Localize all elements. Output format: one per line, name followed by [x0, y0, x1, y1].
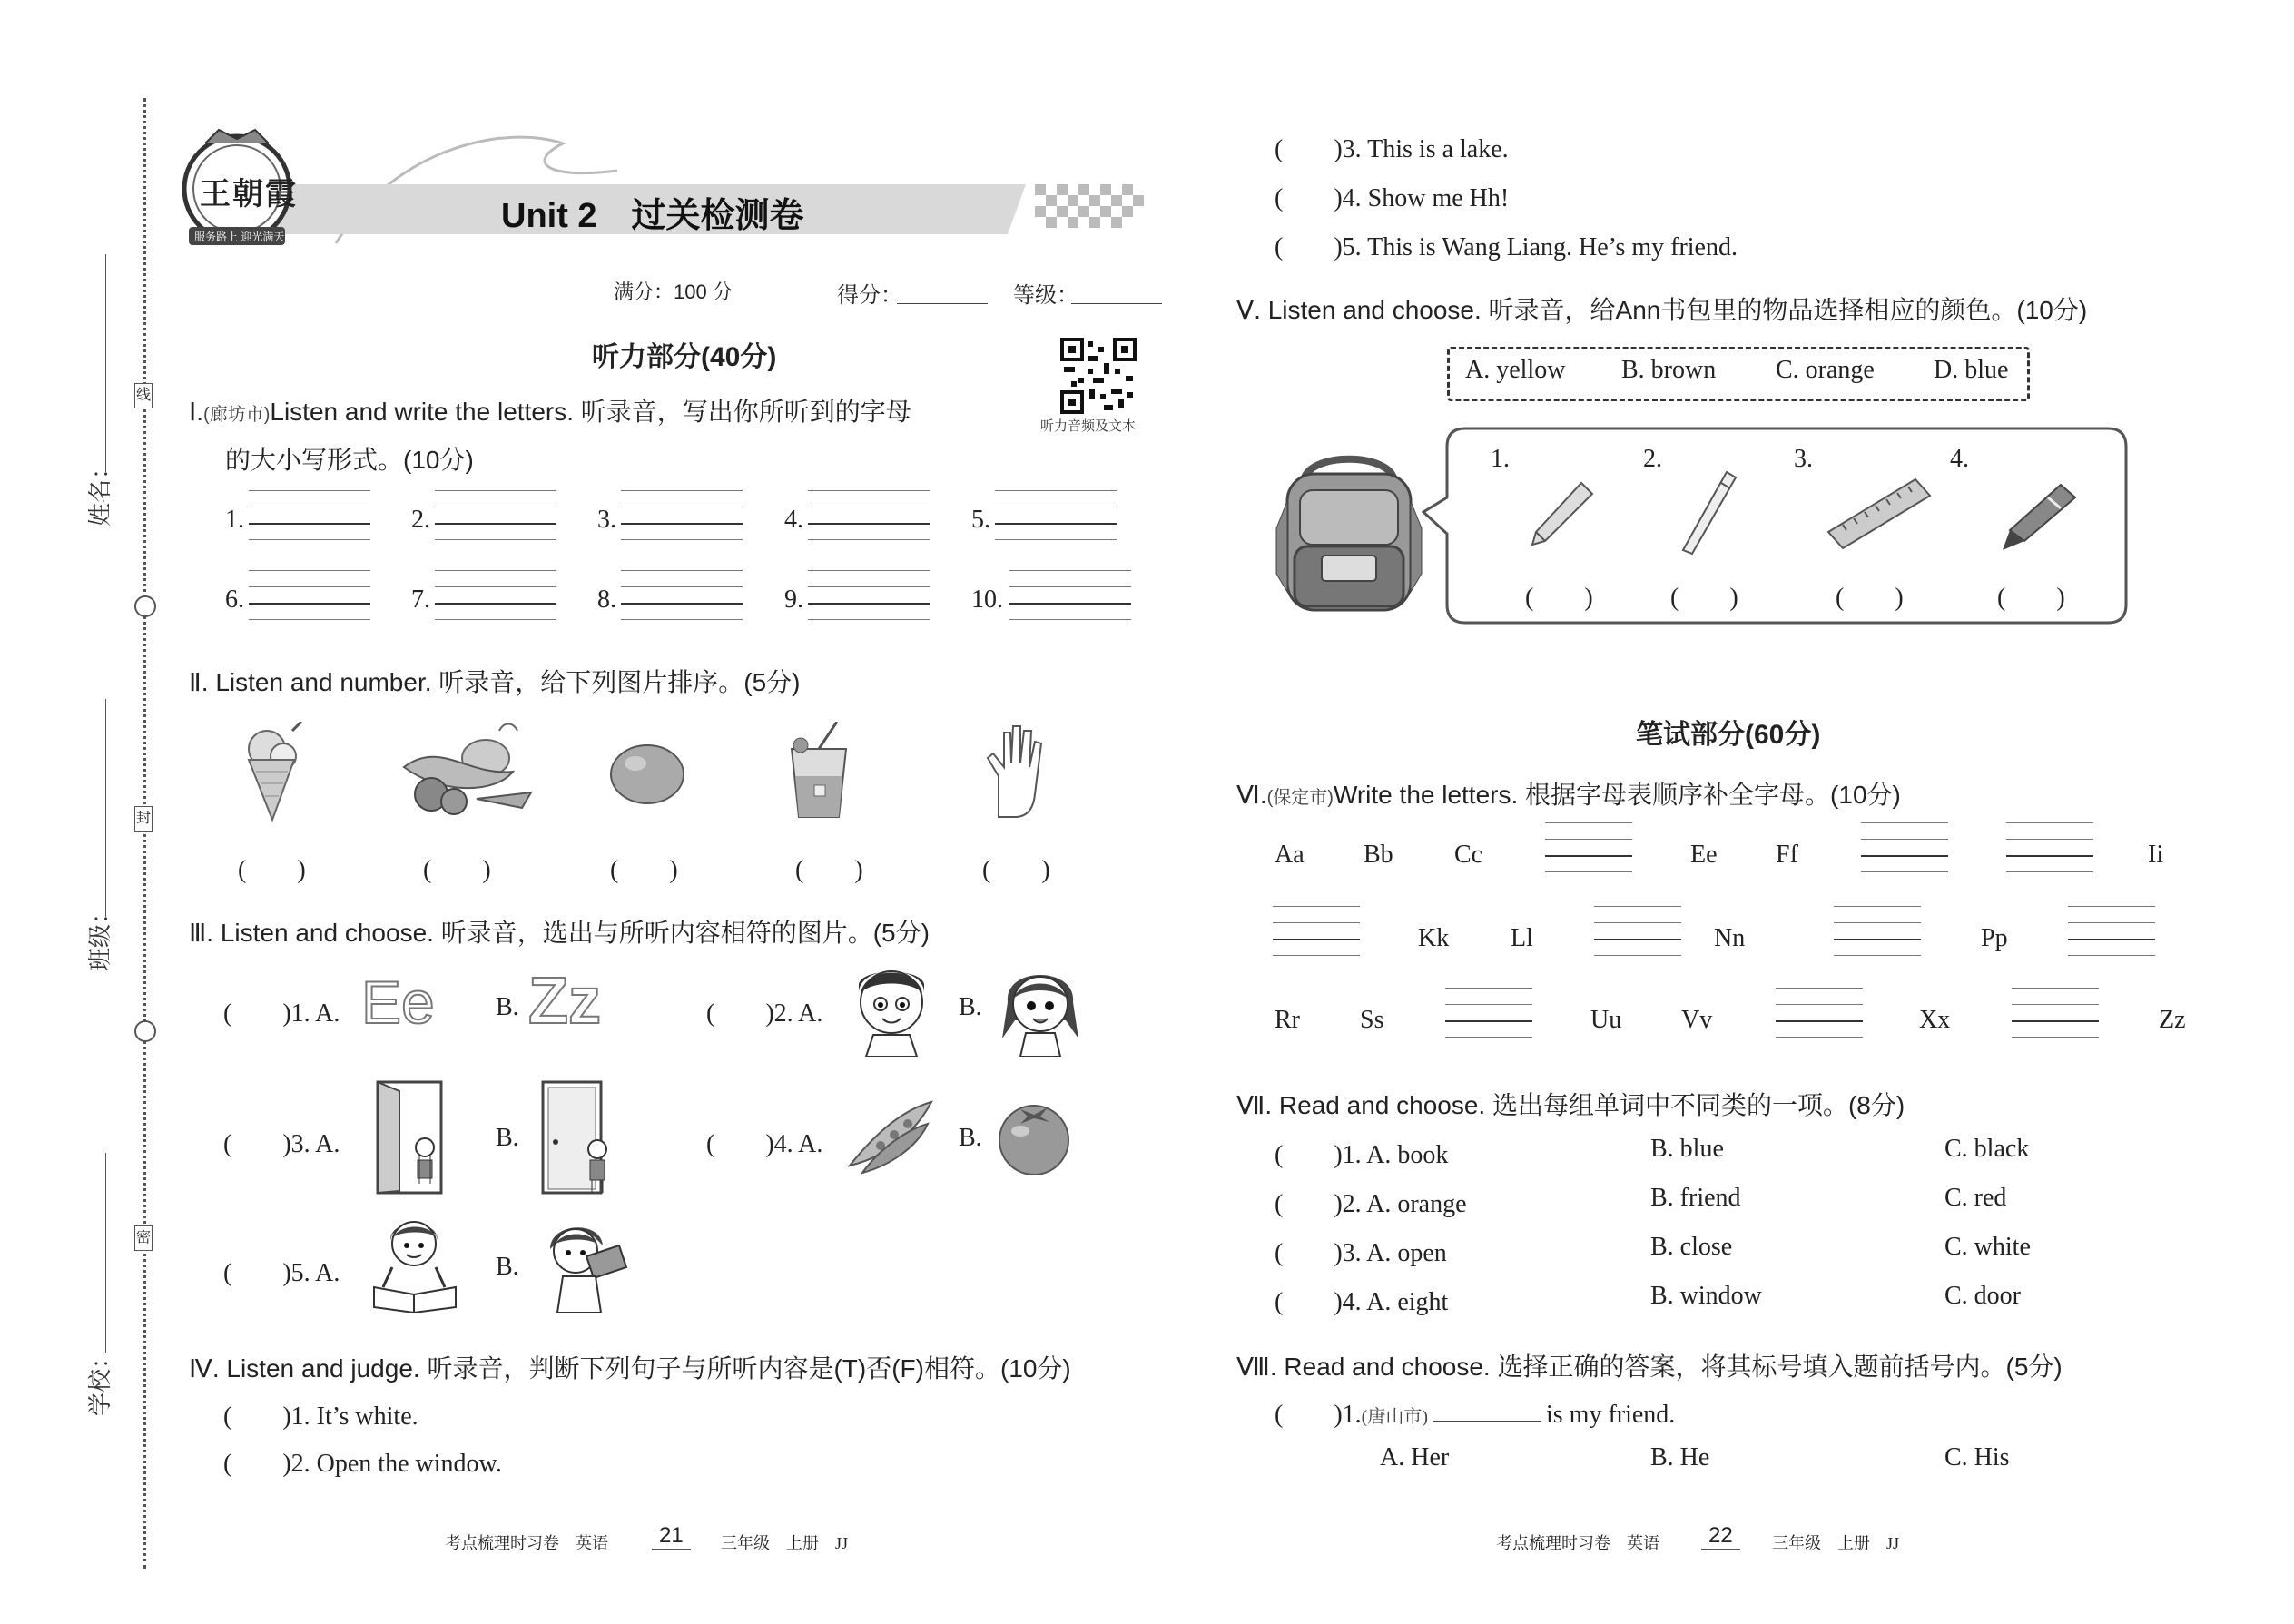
q7-option-c: C. red: [1944, 1184, 2007, 1212]
q6-blank-line[interactable]: [2012, 1037, 2099, 1038]
q1-writing-line[interactable]: [995, 523, 1117, 525]
vegetables-picture: [386, 722, 540, 822]
q1-number: 9.: [784, 586, 803, 614]
q6-letter: Xx: [1919, 1006, 1951, 1034]
q3-item-1-b[interactable]: B.: [496, 993, 519, 1021]
q6-letter: Ll: [1511, 924, 1533, 952]
q1-writing-line[interactable]: [621, 586, 743, 587]
q6-blank-line[interactable]: [1545, 822, 1632, 823]
school-line: [105, 1153, 106, 1353]
q6-letter: Rr: [1275, 1006, 1300, 1034]
q3-item-1[interactable]: ( )1. A.: [223, 999, 340, 1028]
q3-item-4[interactable]: ( )4. A.: [706, 1130, 823, 1158]
q1-writing-line[interactable]: [808, 539, 930, 540]
binding-dotted-line: [143, 98, 146, 1569]
q1-number: 4.: [784, 506, 803, 534]
q6-letter: Cc: [1454, 841, 1483, 869]
class-label: 班级：: [86, 900, 113, 971]
q6-letter: Ff: [1776, 841, 1798, 869]
q1-writing-line[interactable]: [808, 523, 930, 525]
footer-left-grade: 三年级 上册 JJ: [721, 1534, 849, 1552]
q5-num-3: 3.: [1794, 445, 1813, 473]
q1-writing-line[interactable]: [621, 603, 743, 605]
q6-blank-line[interactable]: [2068, 922, 2155, 923]
q1-writing-line[interactable]: [249, 619, 370, 620]
q1-writing-line[interactable]: [808, 490, 930, 491]
q2-title: Ⅱ. Listen and number. 听录音，给下列图片排序。(5分): [189, 668, 801, 696]
q6-blank-line[interactable]: [2006, 822, 2093, 823]
qr-code-icon[interactable]: [1060, 338, 1137, 414]
q1-writing-line[interactable]: [435, 523, 556, 525]
q6-blank-line[interactable]: [1776, 1037, 1863, 1038]
q1-title: Ⅰ.(廊坊市)Listen and write the letters. 听录音，写出你所听到的字母: [189, 398, 911, 426]
q1-number: 2.: [411, 506, 430, 534]
q1-number: 3.: [597, 506, 616, 534]
q6-letter: Nn: [1714, 924, 1746, 952]
listening-title: 听力部分(40分): [592, 342, 777, 372]
score-line[interactable]: [897, 303, 988, 304]
q6-blank-line[interactable]: [1594, 906, 1681, 907]
q6-blank-line[interactable]: [1834, 906, 1921, 907]
q5-option-c: C. orange: [1776, 356, 1875, 384]
footer-right-grade: 三年级 上册 JJ: [1772, 1534, 1900, 1552]
q5-blank-2[interactable]: ( ): [1670, 584, 1738, 612]
school-label: 学校：: [86, 1344, 113, 1416]
q1-title-line2: 的大小写形式。(10分): [225, 446, 474, 474]
q6-letter: Ii: [2148, 841, 2164, 869]
q6-blank-line[interactable]: [2006, 855, 2093, 857]
q6-letter: Ee: [1690, 841, 1718, 869]
q6-blank-line[interactable]: [1776, 988, 1863, 989]
q6-blank-line[interactable]: [2068, 955, 2155, 956]
q3-item-5-b[interactable]: B.: [496, 1253, 519, 1281]
seal-mark: 线: [134, 383, 153, 408]
q1-number: 7.: [411, 586, 430, 614]
q3-item-4-b[interactable]: B.: [959, 1124, 982, 1152]
letters-ee-picture: Ee: [361, 969, 435, 1036]
q6-blank-line[interactable]: [1834, 955, 1921, 956]
q6-blank-line[interactable]: [1861, 855, 1948, 857]
q6-blank-line[interactable]: [1445, 1020, 1532, 1022]
q6-blank-line[interactable]: [1445, 1037, 1532, 1038]
q6-letter: Uu: [1590, 1006, 1622, 1034]
close-door-picture: [536, 1078, 626, 1196]
q6-blank-line[interactable]: [1776, 1020, 1863, 1022]
q6-letter: Pp: [1981, 924, 2008, 952]
open-door-picture: [369, 1078, 459, 1196]
q1-writing-line[interactable]: [435, 570, 556, 571]
q2-answer-blank[interactable]: ( ): [610, 856, 678, 884]
binding-hole: [134, 595, 156, 617]
q1-writing-line[interactable]: [249, 603, 370, 605]
q7-item[interactable]: ( )4. A. eight: [1275, 1288, 1449, 1316]
grade-line[interactable]: [1071, 303, 1162, 304]
close-book-picture: [532, 1213, 632, 1313]
q5-blank-3[interactable]: ( ): [1836, 584, 1904, 612]
q3-item-2[interactable]: ( )2. A.: [706, 999, 823, 1028]
q6-letter: Aa: [1275, 841, 1305, 869]
q6-letter: Zz: [2159, 1006, 2186, 1034]
q6-blank-line[interactable]: [2006, 839, 2093, 840]
q6-letter: Ss: [1360, 1006, 1384, 1034]
q6-blank-line[interactable]: [1861, 822, 1948, 823]
q6-blank-line[interactable]: [1776, 1004, 1863, 1005]
q7-title: Ⅶ. Read and choose. 选出每组单词中不同类的一项。(8分): [1236, 1091, 1905, 1119]
q6-blank-line[interactable]: [2012, 1004, 2099, 1005]
q4-item-5[interactable]: ( )5. This is Wang Liang. He’s my friend.: [1275, 233, 1738, 261]
name-line: [105, 254, 106, 472]
q2-answer-blank[interactable]: ( ): [982, 856, 1050, 884]
q6-blank-line[interactable]: [1273, 939, 1360, 940]
q5-num-2: 2.: [1643, 445, 1662, 473]
q1-writing-line[interactable]: [808, 603, 930, 605]
q4-title: Ⅳ. Listen and judge. 听录音，判断下列句子与所听内容是(T)否(F)相符。(10分): [189, 1354, 1071, 1383]
q2-answer-blank[interactable]: ( ): [238, 856, 306, 884]
q7-item[interactable]: ( )2. A. orange: [1275, 1190, 1467, 1218]
q6-blank-line[interactable]: [1594, 922, 1681, 923]
q1-number: 6.: [225, 586, 244, 614]
q8-option-c: C. His: [1944, 1443, 2010, 1471]
q6-blank-line[interactable]: [1445, 988, 1532, 989]
q6-letter: Vv: [1681, 1006, 1713, 1034]
q8-title: Ⅷ. Read and choose. 选择正确的答案，将其标号填入题前括号内。(5分): [1236, 1353, 2063, 1381]
q7-option-c: C. door: [1944, 1282, 2021, 1310]
q6-blank-line[interactable]: [1834, 922, 1921, 923]
q1-writing-line[interactable]: [435, 586, 556, 587]
page-number-right: 22: [1701, 1523, 1740, 1550]
q6-blank-line[interactable]: [2012, 988, 2099, 989]
tomato-picture: [993, 1097, 1075, 1175]
q1-writing-line[interactable]: [1009, 603, 1131, 605]
ruler-picture: [1825, 472, 1934, 554]
q6-blank-line[interactable]: [1545, 855, 1632, 857]
schoolbag-picture: [1267, 447, 1431, 619]
q1-number: 10.: [971, 586, 1003, 614]
q6-blank-line[interactable]: [1834, 939, 1921, 940]
ice-cream-picture: [238, 722, 310, 822]
q6-blank-line[interactable]: [1594, 939, 1681, 940]
q1-number: 5.: [971, 506, 990, 534]
logo-name: 王朝霞: [200, 177, 298, 212]
q7-option-b: B. window: [1650, 1282, 1762, 1310]
q1-writing-line[interactable]: [1009, 570, 1131, 571]
q1-number: 8.: [597, 586, 616, 614]
crayon-picture: [1997, 481, 2079, 554]
q2-answer-blank[interactable]: ( ): [795, 856, 863, 884]
q1-writing-line[interactable]: [435, 490, 556, 491]
q6-blank-line[interactable]: [1861, 839, 1948, 840]
page-title: Unit 2 过关检测卷: [501, 197, 804, 235]
q1-writing-line[interactable]: [621, 523, 743, 525]
logo-slogan: 服务路上 迎光满天: [194, 231, 285, 243]
q1-writing-line[interactable]: [621, 539, 743, 540]
q6-blank-line[interactable]: [1594, 955, 1681, 956]
grade-label: 等级：: [1013, 283, 1078, 308]
score-label: 得分：: [837, 283, 902, 308]
q7-option-c: C. black: [1944, 1135, 2030, 1163]
q1-writing-line[interactable]: [808, 619, 930, 620]
girl-picture: [995, 957, 1086, 1057]
q1-writing-line[interactable]: [621, 619, 743, 620]
q6-blank-line[interactable]: [1273, 922, 1360, 923]
q5-title: Ⅴ. Listen and choose. 听录音，给Ann书包里的物品选择相应的颜色。(10分): [1236, 296, 2088, 324]
egg-picture: [606, 740, 688, 808]
q1-writing-line[interactable]: [249, 586, 370, 587]
q3-item-2-b[interactable]: B.: [959, 993, 982, 1021]
q3-item-5[interactable]: ( )5. A.: [223, 1259, 340, 1287]
q4-item-1[interactable]: ( )1. It’s white.: [223, 1403, 418, 1431]
q6-blank-line[interactable]: [2012, 1020, 2099, 1022]
class-line: [105, 699, 106, 917]
q6-title: Ⅵ.(保定市)Write the letters. 根据字母表顺序补全字母。(10分): [1236, 781, 1901, 809]
q7-item[interactable]: ( )3. A. open: [1275, 1239, 1447, 1267]
q4-item-2[interactable]: ( )2. Open the window.: [223, 1450, 502, 1478]
q6-blank-line[interactable]: [2068, 906, 2155, 907]
footer-right-text: 考点梳理时习卷 英语: [1496, 1534, 1659, 1552]
qr-caption: 听力音频及文本: [1040, 418, 1137, 434]
q6-blank-line[interactable]: [1861, 871, 1948, 872]
q1-writing-line[interactable]: [621, 570, 743, 571]
page-number-left: 21: [652, 1523, 691, 1550]
q7-option-b: B. friend: [1650, 1184, 1741, 1212]
pea-pods-picture: [844, 1093, 935, 1175]
juice-picture: [783, 722, 855, 822]
q6-blank-line[interactable]: [1273, 955, 1360, 956]
q6-blank-line[interactable]: [1545, 871, 1632, 872]
q1-writing-line[interactable]: [249, 490, 370, 491]
q1-writing-line[interactable]: [1009, 619, 1131, 620]
q1-writing-line[interactable]: [808, 586, 930, 587]
q7-option-b: B. blue: [1650, 1135, 1724, 1163]
binding-hole: [134, 1020, 156, 1042]
open-book-picture: [365, 1213, 465, 1313]
q8-option-a: A. Her: [1380, 1443, 1450, 1471]
q8-item-1[interactable]: ( )1.(唐山市) is my friend.: [1275, 1401, 1676, 1429]
q5-num-1: 1.: [1491, 445, 1510, 473]
q5-blank-1[interactable]: ( ): [1525, 584, 1593, 612]
seal-mark: 封: [134, 806, 153, 832]
q5-num-4: 4.: [1950, 445, 1969, 473]
q7-option-b: B. close: [1650, 1233, 1733, 1261]
footer-left-text: 考点梳理时习卷 英语: [445, 1534, 608, 1552]
q1-writing-line[interactable]: [995, 539, 1117, 540]
q3-title: Ⅲ. Listen and choose. 听录音，选出与所听内容相符的图片。(5分): [189, 919, 930, 947]
q4-item-4[interactable]: ( )4. Show me Hh!: [1275, 184, 1510, 212]
hand-picture: [979, 722, 1051, 822]
q3-item-3[interactable]: ( )3. A.: [223, 1130, 340, 1158]
seal-mark: 密: [134, 1225, 153, 1251]
pen-picture: [1676, 468, 1739, 559]
q1-number: 1.: [225, 506, 244, 534]
q6-blank-line[interactable]: [2068, 939, 2155, 940]
q6-blank-line[interactable]: [1545, 839, 1632, 840]
q6-blank-line[interactable]: [1445, 1004, 1532, 1005]
q5-option-b: B. brown: [1621, 356, 1717, 384]
q1-writing-line[interactable]: [249, 570, 370, 571]
q1-writing-line[interactable]: [435, 539, 556, 540]
q1-writing-line[interactable]: [435, 603, 556, 605]
q3-item-3-b[interactable]: B.: [496, 1124, 519, 1152]
q1-writing-line[interactable]: [995, 490, 1117, 491]
full-score: 满分：100 分: [614, 281, 733, 303]
q1-writing-line[interactable]: [1009, 586, 1131, 587]
pencil-picture: [1527, 477, 1600, 550]
q4-item-3[interactable]: ( )3. This is a lake.: [1275, 135, 1509, 163]
q1-writing-line[interactable]: [249, 539, 370, 540]
written-title: 笔试部分(60分): [1636, 720, 1821, 750]
q1-writing-line[interactable]: [621, 490, 743, 491]
q7-item[interactable]: ( )1. A. book: [1275, 1141, 1449, 1169]
q6-blank-line[interactable]: [1273, 906, 1360, 907]
q5-option-d: D. blue: [1934, 356, 2009, 384]
q1-writing-line[interactable]: [435, 619, 556, 620]
name-label: 姓名：: [86, 455, 113, 527]
q6-blank-line[interactable]: [2006, 871, 2093, 872]
q5-option-a: A. yellow: [1465, 356, 1566, 384]
q5-blank-4[interactable]: ( ): [1997, 584, 2065, 612]
q8-option-b: B. He: [1650, 1443, 1710, 1471]
q1-writing-line[interactable]: [808, 570, 930, 571]
q2-answer-blank[interactable]: ( ): [423, 856, 491, 884]
q1-writing-line[interactable]: [249, 523, 370, 525]
q6-letter: Kk: [1418, 924, 1450, 952]
q6-letter: Bb: [1364, 841, 1393, 869]
letters-zz-picture: Zz: [528, 965, 601, 1038]
q7-option-c: C. white: [1944, 1233, 2031, 1261]
boy-picture: [848, 957, 935, 1057]
